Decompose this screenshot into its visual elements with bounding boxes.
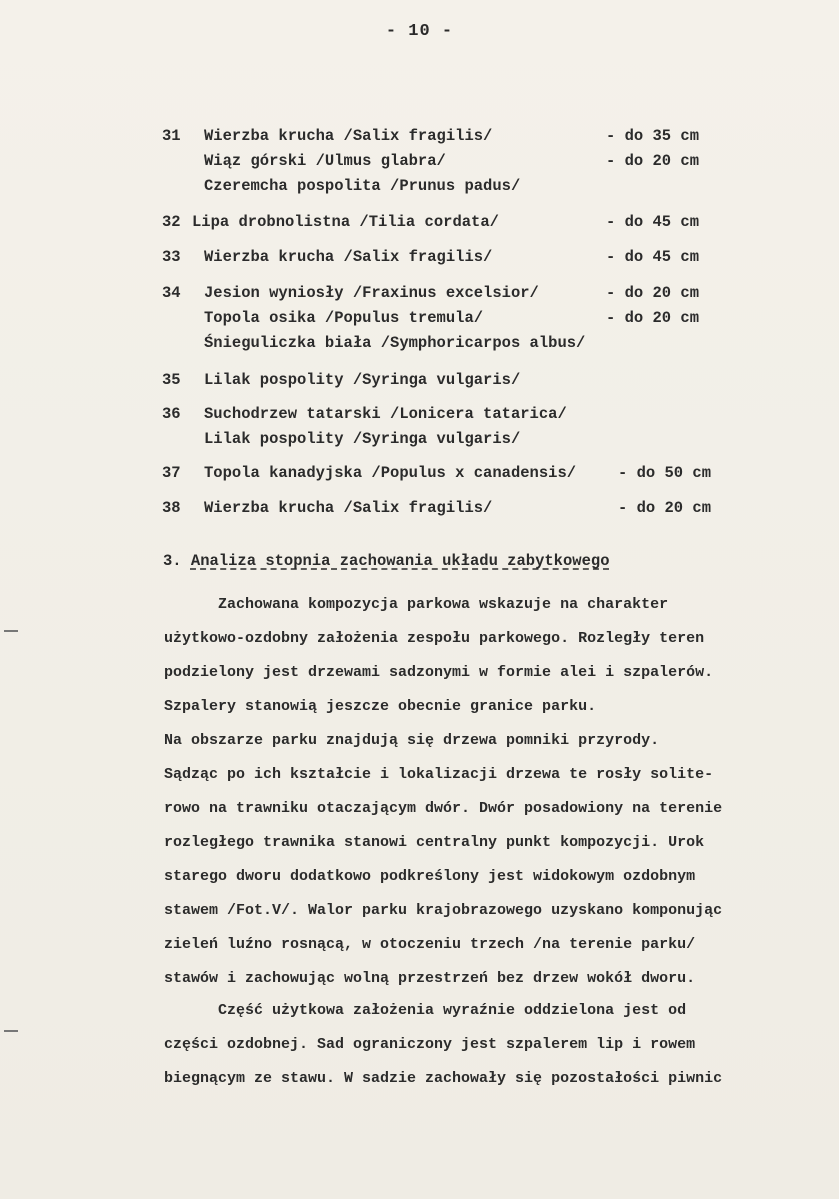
section-number: 3. bbox=[163, 552, 182, 570]
text-line: rowo na trawniku otaczającym dwór. Dwór posadowiony na terenie bbox=[164, 800, 723, 817]
species-name: Wierzba krucha /Salix fragilis/ bbox=[204, 499, 493, 517]
text-line: stawów i zachowując wolną przestrzeń bez drzew wokół dworu. bbox=[164, 970, 696, 987]
species-row bbox=[0, 464, 839, 488]
species-name: Wierzba krucha /Salix fragilis/ bbox=[204, 248, 493, 266]
trunk-size: - do 45 cm bbox=[606, 248, 700, 266]
species-name: Wiąz górski /Ulmus glabra/ bbox=[204, 152, 446, 170]
species-name: Lipa drobnolistna /Tilia cordata/ bbox=[192, 213, 499, 231]
trunk-size: - do 20 cm bbox=[606, 152, 700, 170]
text-line: części ozdobnej. Sad ograniczony jest szpalerem lip i rowem bbox=[164, 1036, 696, 1053]
text-line: biegnącym ze stawu. W sadzie zachowały się pozostałości piwnic bbox=[164, 1070, 723, 1087]
section-title: Analiza stopnia zachowania układu zabytkowego bbox=[190, 552, 610, 570]
page-number: - 10 - bbox=[385, 22, 454, 41]
entry-number: 31 bbox=[162, 127, 181, 145]
species-row bbox=[0, 405, 839, 429]
species-name: Suchodrzew tatarski /Lonicera tatarica/ bbox=[204, 405, 567, 423]
species-row bbox=[0, 213, 839, 237]
species-row bbox=[0, 127, 839, 151]
text-line: podzielony jest drzewami sadzonymi w formie alei i szpalerów. bbox=[164, 664, 714, 681]
trunk-size: - do 20 cm bbox=[618, 499, 712, 517]
species-row bbox=[0, 248, 839, 272]
entry-number: 33 bbox=[162, 248, 181, 266]
trunk-size: - do 20 cm bbox=[606, 309, 700, 327]
species-row bbox=[0, 499, 839, 523]
text-line: stawem /Fot.V/. Walor parku krajobrazowego uzyskano komponując bbox=[164, 902, 723, 919]
species-row bbox=[0, 334, 839, 358]
text-line: Sądząc po ich kształcie i lokalizacji drzewa te rosły solite- bbox=[164, 766, 714, 783]
species-name: Topola kanadyjska /Populus x canadensis/ bbox=[204, 464, 577, 482]
trunk-size: - do 45 cm bbox=[606, 213, 700, 231]
species-name: Czeremcha pospolita /Prunus padus/ bbox=[204, 177, 521, 195]
paragraph-2 bbox=[164, 994, 722, 1096]
species-name: Śnieguliczka biała /Symphoricarpos albus/ bbox=[204, 334, 586, 352]
scan-mark bbox=[4, 630, 18, 632]
species-name: Topola osika /Populus tremula/ bbox=[204, 309, 484, 327]
text-line: rozległego trawnika stanowi centralny punkt kompozycji. Urok bbox=[164, 834, 705, 851]
species-name: Lilak pospolity /Syringa vulgaris/ bbox=[204, 371, 521, 389]
species-name: Jesion wyniosły /Fraxinus excelsior/ bbox=[204, 284, 539, 302]
text-line: Zachowana kompozycja parkowa wskazuje na charakter bbox=[164, 596, 669, 613]
section-heading bbox=[163, 552, 610, 570]
entry-number: 34 bbox=[162, 284, 181, 302]
species-row bbox=[0, 284, 839, 308]
text-line: starego dworu dodatkowo podkreślony jest widokowym ozdobnym bbox=[164, 868, 696, 885]
entry-number: 35 bbox=[162, 371, 181, 389]
text-line: Szpalery stanowią jeszcze obecnie granice parku. bbox=[164, 698, 597, 715]
species-name: Wierzba krucha /Salix fragilis/ bbox=[204, 127, 493, 145]
trunk-size: - do 35 cm bbox=[606, 127, 700, 145]
text-line: zieleń luźno rosnącą, w otoczeniu trzech /na terenie parku/ bbox=[164, 936, 696, 953]
species-row bbox=[0, 309, 839, 333]
species-name: Lilak pospolity /Syringa vulgaris/ bbox=[204, 430, 521, 448]
entry-number: 36 bbox=[162, 405, 181, 423]
paragraph-1 bbox=[164, 588, 722, 996]
text-line: Na obszarze parku znajdują się drzewa pomniki przyrody. bbox=[164, 732, 660, 749]
trunk-size: - do 50 cm bbox=[618, 464, 712, 482]
species-row bbox=[0, 177, 839, 201]
species-row bbox=[0, 430, 839, 454]
text-line: Część użytkowa założenia wyraźnie oddzielona jest od bbox=[164, 1002, 687, 1019]
entry-number: 37 bbox=[162, 464, 181, 482]
species-row bbox=[0, 152, 839, 176]
scan-mark bbox=[4, 1030, 18, 1032]
species-row bbox=[0, 371, 839, 395]
entry-number: 38 bbox=[162, 499, 181, 517]
text-line: użytkowo-ozdobny założenia zespołu parkowego. Rozległy teren bbox=[164, 630, 705, 647]
trunk-size: - do 20 cm bbox=[606, 284, 700, 302]
entry-number: 32 bbox=[162, 213, 181, 231]
